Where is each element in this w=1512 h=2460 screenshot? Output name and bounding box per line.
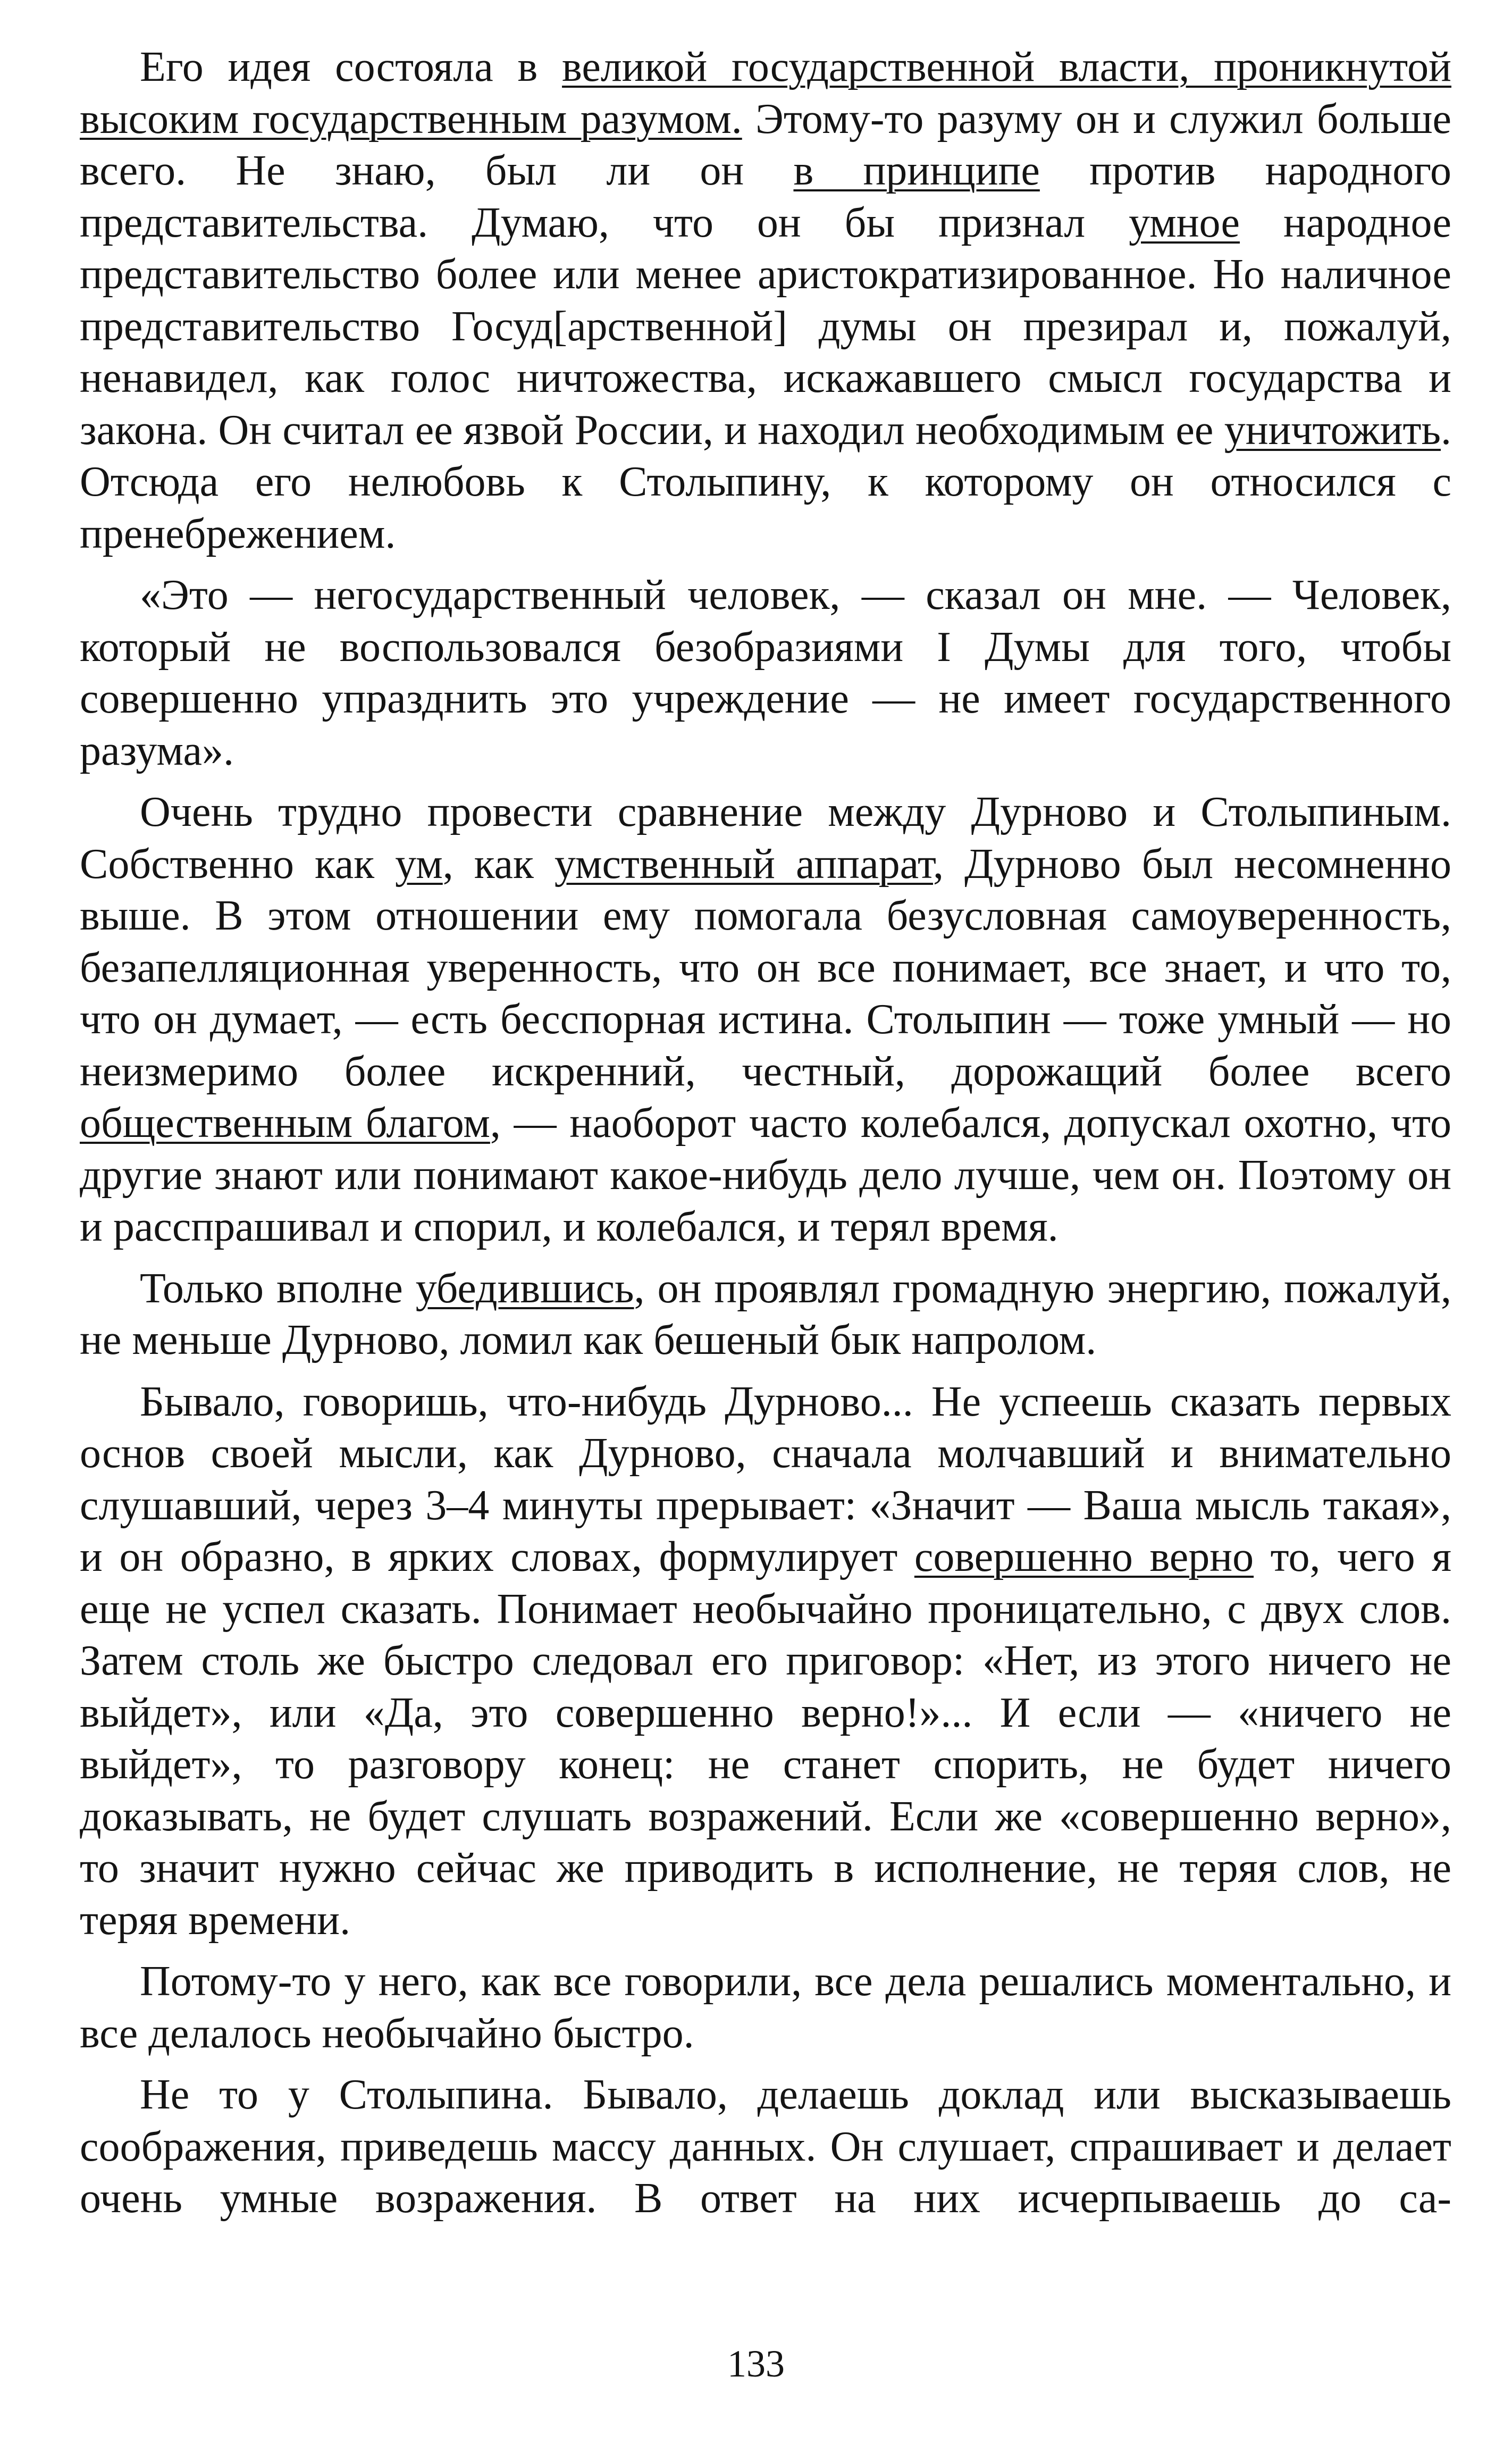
text-run: , как <box>442 840 555 888</box>
underlined-phrase: уничтожить <box>1224 406 1441 454</box>
text-run: народное представительство более или менее аристократизированное. Но наличное представительство Госуд[арственной] думы он презирал и, пожалуй, ненавидел, как голос ничтожества, искажавшего смысл государства и закона. Он считал ее язвой России, и находил необходимым ее <box>80 199 1452 454</box>
text-run: Не то у Столыпина. Бывало, делаешь доклад или высказываешь соображения, приведешь массу данных. Он слушает, спрашивает и делает очень умные возражения. В ответ на них исчерпываешь до са- <box>80 2071 1451 2222</box>
underlined-phrase: общественным благом <box>80 1100 490 1147</box>
text-run: , он проявлял громадную энергию, пожалуй, не меньше Дурново, ломил как бешеный бык напролом. <box>80 1265 1452 1363</box>
text-run: , — наоборот часто колебался, допускал охотно, что другие знают или понимают какое-нибудь дело лучше, чем он. Поэтому он и расспрашивал и спорил, и колебался, и терял время. <box>80 1100 1451 1250</box>
underlined-phrase: в принципе <box>793 147 1040 194</box>
paragraph <box>80 1263 1451 1367</box>
underlined-phrase: великой государственной власти, проникнутой высоким государственным разумом. <box>80 44 1451 143</box>
paragraph <box>80 41 1451 560</box>
text-run: «Это — негосударственный человек, — сказал он мне. — Человек, который не воспользовался безобразиями I Думы для того, чтобы совершенно упразднить это учреждение — не имеет государственного разума». <box>80 572 1451 774</box>
page-body <box>80 41 1451 2225</box>
paragraph <box>80 1956 1451 2060</box>
text-run: Очень трудно провести сравнение между Дурново и Столыпиным. Собственно как <box>80 789 1451 888</box>
text-run: . Отсюда его нелюбовь к Столыпину, к которому он относился с пренебрежением. <box>80 406 1451 557</box>
text-run: Бывало, говоришь, что-нибудь Дурново... Не успеешь сказать первых основ своей мысли, как Дурново, сначала молчавший и внимательно слушавший, через 3–4 минуты прерывает: «Значит — Ваша мысль такая», и он образно, в ярких словах, формулирует <box>80 1378 1451 1580</box>
text-run: против народного представительства. Думаю, что он бы признал <box>80 147 1452 246</box>
paragraph <box>80 570 1451 777</box>
paragraph <box>80 2069 1451 2225</box>
text-run: Этому-то разуму он и служил больше всего. Не знаю, был ли он <box>80 95 1451 194</box>
text-run: Его идея состояла в <box>140 44 562 90</box>
paragraph <box>80 1376 1451 1947</box>
underlined-phrase: умственный аппарат <box>554 840 933 888</box>
page-number: 133 <box>727 2342 785 2385</box>
underlined-phrase: совершенно верно <box>914 1534 1254 1580</box>
text-run: , Дурново был несомненно выше. В этом отношении ему помогала безусловная самоуверенность, безапелляционная уверенность, что он все понимает, все знает, и что то, что он думает, — есть бесспорная истина. Столыпин — тоже умный — но неизмеримо более искренний, честный, дорожащий более всего <box>80 840 1452 1095</box>
text-run: Потому-то у него, как все говорили, все дела решались моментально, и все делалось необычайно быстро. <box>80 1958 1451 2057</box>
underlined-phrase: умное <box>1129 199 1240 246</box>
underlined-phrase: ум <box>395 840 443 888</box>
paragraph <box>80 786 1451 1253</box>
text-run: Только вполне <box>140 1265 416 1312</box>
underlined-phrase: убедившись <box>415 1265 634 1312</box>
text-run: то, чего я еще не успел сказать. Понимает необычайно проницательно, с двух слов. Затем столь же быстро следовал его приговор: «Нет, из этого ничего не выйдет», или «Да, это совершенно верно!»... И если — «ничего не выйдет», то разговору конец: не станет спорить, не будет ничего доказывать, не будет слушать возражений. Если же «совершенно верно», то значит нужно сейчас же приводить в исполнение, не теряя слов, не теряя времени. <box>80 1534 1451 1944</box>
